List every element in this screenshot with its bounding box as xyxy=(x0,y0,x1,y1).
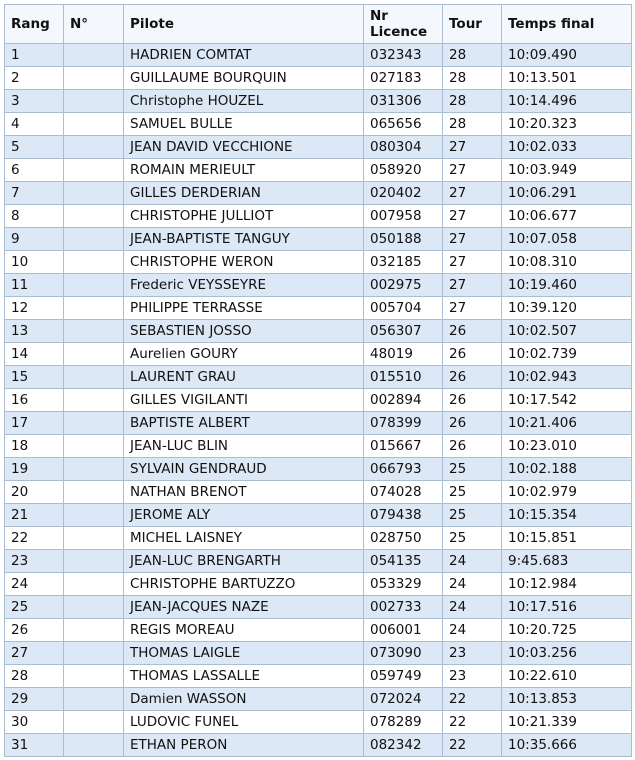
table-row xyxy=(5,619,632,642)
cell-temps: 10:02.188 xyxy=(502,458,632,481)
cell-numero xyxy=(64,435,124,458)
cell-rang: 12 xyxy=(5,297,64,320)
cell-pilote: PHILIPPE TERRASSE xyxy=(124,297,364,320)
cell-pilote: JEAN-LUC BLIN xyxy=(124,435,364,458)
cell-temps: 10:15.354 xyxy=(502,504,632,527)
cell-tour: 22 xyxy=(443,734,502,757)
cell-temps: 10:39.120 xyxy=(502,297,632,320)
cell-rang: 28 xyxy=(5,665,64,688)
cell-temps: 10:06.677 xyxy=(502,205,632,228)
cell-licence: 053329 xyxy=(364,573,443,596)
cell-licence: 078399 xyxy=(364,412,443,435)
cell-numero xyxy=(64,619,124,642)
cell-rang: 8 xyxy=(5,205,64,228)
cell-numero xyxy=(64,504,124,527)
cell-numero xyxy=(64,182,124,205)
cell-temps: 10:21.339 xyxy=(502,711,632,734)
table-row xyxy=(5,458,632,481)
cell-numero xyxy=(64,412,124,435)
header-row xyxy=(5,5,632,44)
cell-rang: 9 xyxy=(5,228,64,251)
cell-numero xyxy=(64,665,124,688)
cell-rang: 3 xyxy=(5,90,64,113)
table-row xyxy=(5,320,632,343)
cell-licence: 027183 xyxy=(364,67,443,90)
cell-tour: 27 xyxy=(443,136,502,159)
cell-numero xyxy=(64,343,124,366)
cell-pilote: JEAN-LUC BRENGARTH xyxy=(124,550,364,573)
cell-temps: 10:09.490 xyxy=(502,44,632,67)
cell-numero xyxy=(64,205,124,228)
cell-pilote: Frederic VEYSSEYRE xyxy=(124,274,364,297)
cell-temps: 10:19.460 xyxy=(502,274,632,297)
header-licence[interactable] xyxy=(364,5,443,44)
header-numero[interactable]: N° xyxy=(64,5,124,44)
cell-pilote: CHRISTOPHE BARTUZZO xyxy=(124,573,364,596)
cell-numero xyxy=(64,366,124,389)
cell-licence: 002733 xyxy=(364,596,443,619)
cell-rang: 22 xyxy=(5,527,64,550)
table-row xyxy=(5,44,632,67)
cell-pilote: Damien WASSON xyxy=(124,688,364,711)
cell-licence: 005704 xyxy=(364,297,443,320)
cell-tour: 26 xyxy=(443,320,502,343)
cell-licence: 050188 xyxy=(364,228,443,251)
cell-numero xyxy=(64,228,124,251)
cell-tour: 27 xyxy=(443,274,502,297)
cell-numero xyxy=(64,550,124,573)
cell-rang: 23 xyxy=(5,550,64,573)
cell-rang: 5 xyxy=(5,136,64,159)
cell-pilote: ROMAIN MERIEULT xyxy=(124,159,364,182)
cell-pilote: JEAN DAVID VECCHIONE xyxy=(124,136,364,159)
cell-temps: 10:07.058 xyxy=(502,228,632,251)
cell-licence: 032185 xyxy=(364,251,443,274)
table-row xyxy=(5,159,632,182)
table-row xyxy=(5,182,632,205)
cell-tour: 24 xyxy=(443,573,502,596)
cell-numero xyxy=(64,44,124,67)
cell-licence: 078289 xyxy=(364,711,443,734)
cell-tour: 23 xyxy=(443,642,502,665)
cell-licence: 082342 xyxy=(364,734,443,757)
table-row xyxy=(5,366,632,389)
cell-tour: 28 xyxy=(443,113,502,136)
cell-pilote: CHRISTOPHE WERON xyxy=(124,251,364,274)
cell-temps: 10:08.310 xyxy=(502,251,632,274)
cell-rang: 14 xyxy=(5,343,64,366)
header-licence-line2: Licence xyxy=(370,24,428,40)
cell-numero xyxy=(64,688,124,711)
cell-licence: 054135 xyxy=(364,550,443,573)
cell-temps: 10:02.507 xyxy=(502,320,632,343)
cell-temps: 10:03.949 xyxy=(502,159,632,182)
cell-numero xyxy=(64,642,124,665)
cell-pilote: CHRISTOPHE JULLIOT xyxy=(124,205,364,228)
cell-pilote: GILLES VIGILANTI xyxy=(124,389,364,412)
results-table xyxy=(4,4,632,757)
table-body xyxy=(5,44,632,757)
table-row xyxy=(5,297,632,320)
cell-licence: 007958 xyxy=(364,205,443,228)
cell-rang: 24 xyxy=(5,573,64,596)
table-row xyxy=(5,573,632,596)
cell-tour: 28 xyxy=(443,90,502,113)
header-rang[interactable]: Rang xyxy=(5,5,64,44)
cell-tour: 25 xyxy=(443,481,502,504)
cell-numero xyxy=(64,113,124,136)
cell-licence: 065656 xyxy=(364,113,443,136)
cell-pilote: BAPTISTE ALBERT xyxy=(124,412,364,435)
table-row xyxy=(5,527,632,550)
cell-rang: 27 xyxy=(5,642,64,665)
table-row xyxy=(5,550,632,573)
cell-rang: 11 xyxy=(5,274,64,297)
cell-tour: 27 xyxy=(443,251,502,274)
table-row xyxy=(5,113,632,136)
cell-numero xyxy=(64,527,124,550)
cell-numero xyxy=(64,297,124,320)
cell-temps: 10:20.323 xyxy=(502,113,632,136)
cell-pilote: SEBASTIEN JOSSO xyxy=(124,320,364,343)
table-row xyxy=(5,228,632,251)
table-row xyxy=(5,642,632,665)
cell-temps: 10:17.542 xyxy=(502,389,632,412)
cell-temps: 10:02.033 xyxy=(502,136,632,159)
cell-rang: 16 xyxy=(5,389,64,412)
cell-numero xyxy=(64,274,124,297)
cell-tour: 22 xyxy=(443,688,502,711)
cell-pilote: NATHAN BRENOT xyxy=(124,481,364,504)
cell-tour: 27 xyxy=(443,297,502,320)
cell-numero xyxy=(64,136,124,159)
cell-tour: 27 xyxy=(443,205,502,228)
cell-temps: 10:13.853 xyxy=(502,688,632,711)
cell-pilote: Aurelien GOURY xyxy=(124,343,364,366)
cell-licence: 015510 xyxy=(364,366,443,389)
cell-temps: 10:13.501 xyxy=(502,67,632,90)
table-row xyxy=(5,688,632,711)
cell-licence: 056307 xyxy=(364,320,443,343)
cell-rang: 7 xyxy=(5,182,64,205)
cell-rang: 15 xyxy=(5,366,64,389)
cell-temps: 10:02.943 xyxy=(502,366,632,389)
table-row xyxy=(5,389,632,412)
cell-licence: 002894 xyxy=(364,389,443,412)
cell-tour: 22 xyxy=(443,711,502,734)
table-row xyxy=(5,435,632,458)
cell-pilote: GUILLAUME BOURQUIN xyxy=(124,67,364,90)
cell-numero xyxy=(64,481,124,504)
cell-rang: 25 xyxy=(5,596,64,619)
table-header xyxy=(5,5,632,44)
cell-tour: 26 xyxy=(443,389,502,412)
cell-temps: 10:14.496 xyxy=(502,90,632,113)
cell-tour: 24 xyxy=(443,619,502,642)
cell-rang: 20 xyxy=(5,481,64,504)
cell-temps: 9:45.683 xyxy=(502,550,632,573)
cell-temps: 10:17.516 xyxy=(502,596,632,619)
cell-pilote: THOMAS LAIGLE xyxy=(124,642,364,665)
cell-licence: 066793 xyxy=(364,458,443,481)
table-row xyxy=(5,504,632,527)
cell-rang: 29 xyxy=(5,688,64,711)
cell-numero xyxy=(64,251,124,274)
cell-licence: 002975 xyxy=(364,274,443,297)
cell-pilote: JEAN-BAPTISTE TANGUY xyxy=(124,228,364,251)
cell-tour: 26 xyxy=(443,435,502,458)
cell-pilote: GILLES DERDERIAN xyxy=(124,182,364,205)
cell-rang: 19 xyxy=(5,458,64,481)
cell-tour: 27 xyxy=(443,228,502,251)
cell-temps: 10:20.725 xyxy=(502,619,632,642)
cell-numero xyxy=(64,90,124,113)
cell-temps: 10:03.256 xyxy=(502,642,632,665)
cell-pilote: MICHEL LAISNEY xyxy=(124,527,364,550)
cell-licence: 48019 xyxy=(364,343,443,366)
table-row xyxy=(5,343,632,366)
cell-rang: 6 xyxy=(5,159,64,182)
cell-rang: 4 xyxy=(5,113,64,136)
cell-rang: 31 xyxy=(5,734,64,757)
header-licence-line1: Nr xyxy=(370,8,388,24)
cell-numero xyxy=(64,573,124,596)
cell-numero xyxy=(64,159,124,182)
cell-pilote: JEAN-JACQUES NAZE xyxy=(124,596,364,619)
cell-numero xyxy=(64,67,124,90)
cell-rang: 30 xyxy=(5,711,64,734)
cell-pilote: HADRIEN COMTAT xyxy=(124,44,364,67)
cell-rang: 17 xyxy=(5,412,64,435)
cell-licence: 080304 xyxy=(364,136,443,159)
cell-licence: 072024 xyxy=(364,688,443,711)
cell-pilote: SAMUEL BULLE xyxy=(124,113,364,136)
cell-licence: 073090 xyxy=(364,642,443,665)
cell-tour: 26 xyxy=(443,343,502,366)
cell-rang: 26 xyxy=(5,619,64,642)
table-row xyxy=(5,596,632,619)
cell-temps: 10:23.010 xyxy=(502,435,632,458)
cell-tour: 27 xyxy=(443,159,502,182)
cell-tour: 23 xyxy=(443,665,502,688)
cell-numero xyxy=(64,734,124,757)
header-temps[interactable]: Temps final xyxy=(502,5,632,44)
cell-tour: 25 xyxy=(443,504,502,527)
cell-licence: 031306 xyxy=(364,90,443,113)
cell-licence: 032343 xyxy=(364,44,443,67)
cell-temps: 10:02.739 xyxy=(502,343,632,366)
table-row xyxy=(5,711,632,734)
cell-rang: 10 xyxy=(5,251,64,274)
cell-pilote: JEROME ALY xyxy=(124,504,364,527)
cell-numero xyxy=(64,320,124,343)
table-row xyxy=(5,90,632,113)
cell-numero xyxy=(64,389,124,412)
cell-licence: 020402 xyxy=(364,182,443,205)
cell-tour: 24 xyxy=(443,550,502,573)
cell-pilote: SYLVAIN GENDRAUD xyxy=(124,458,364,481)
cell-licence: 074028 xyxy=(364,481,443,504)
cell-temps: 10:06.291 xyxy=(502,182,632,205)
table-row xyxy=(5,67,632,90)
cell-numero xyxy=(64,596,124,619)
cell-tour: 28 xyxy=(443,67,502,90)
cell-numero xyxy=(64,458,124,481)
cell-numero xyxy=(64,711,124,734)
cell-rang: 2 xyxy=(5,67,64,90)
table-row xyxy=(5,251,632,274)
table-row xyxy=(5,136,632,159)
cell-pilote: LAURENT GRAU xyxy=(124,366,364,389)
cell-pilote: REGIS MOREAU xyxy=(124,619,364,642)
cell-tour: 24 xyxy=(443,596,502,619)
table-row xyxy=(5,205,632,228)
table-row xyxy=(5,734,632,757)
cell-licence: 015667 xyxy=(364,435,443,458)
table-row xyxy=(5,665,632,688)
table-row xyxy=(5,274,632,297)
cell-rang: 18 xyxy=(5,435,64,458)
cell-temps: 10:21.406 xyxy=(502,412,632,435)
cell-temps: 10:22.610 xyxy=(502,665,632,688)
cell-tour: 26 xyxy=(443,366,502,389)
cell-licence: 006001 xyxy=(364,619,443,642)
cell-pilote: LUDOVIC FUNEL xyxy=(124,711,364,734)
cell-tour: 28 xyxy=(443,44,502,67)
cell-pilote: THOMAS LASSALLE xyxy=(124,665,364,688)
cell-licence: 028750 xyxy=(364,527,443,550)
table-row xyxy=(5,481,632,504)
cell-temps: 10:02.979 xyxy=(502,481,632,504)
cell-rang: 13 xyxy=(5,320,64,343)
cell-licence: 079438 xyxy=(364,504,443,527)
cell-tour: 26 xyxy=(443,412,502,435)
header-pilote[interactable]: Pilote xyxy=(124,5,364,44)
cell-pilote: ETHAN PERON xyxy=(124,734,364,757)
cell-pilote: Christophe HOUZEL xyxy=(124,90,364,113)
cell-licence: 058920 xyxy=(364,159,443,182)
table-row xyxy=(5,412,632,435)
cell-tour: 25 xyxy=(443,527,502,550)
cell-rang: 21 xyxy=(5,504,64,527)
header-tour[interactable]: Tour xyxy=(443,5,502,44)
cell-tour: 25 xyxy=(443,458,502,481)
cell-temps: 10:35.666 xyxy=(502,734,632,757)
cell-temps: 10:12.984 xyxy=(502,573,632,596)
cell-rang: 1 xyxy=(5,44,64,67)
cell-temps: 10:15.851 xyxy=(502,527,632,550)
cell-licence: 059749 xyxy=(364,665,443,688)
cell-tour: 27 xyxy=(443,182,502,205)
